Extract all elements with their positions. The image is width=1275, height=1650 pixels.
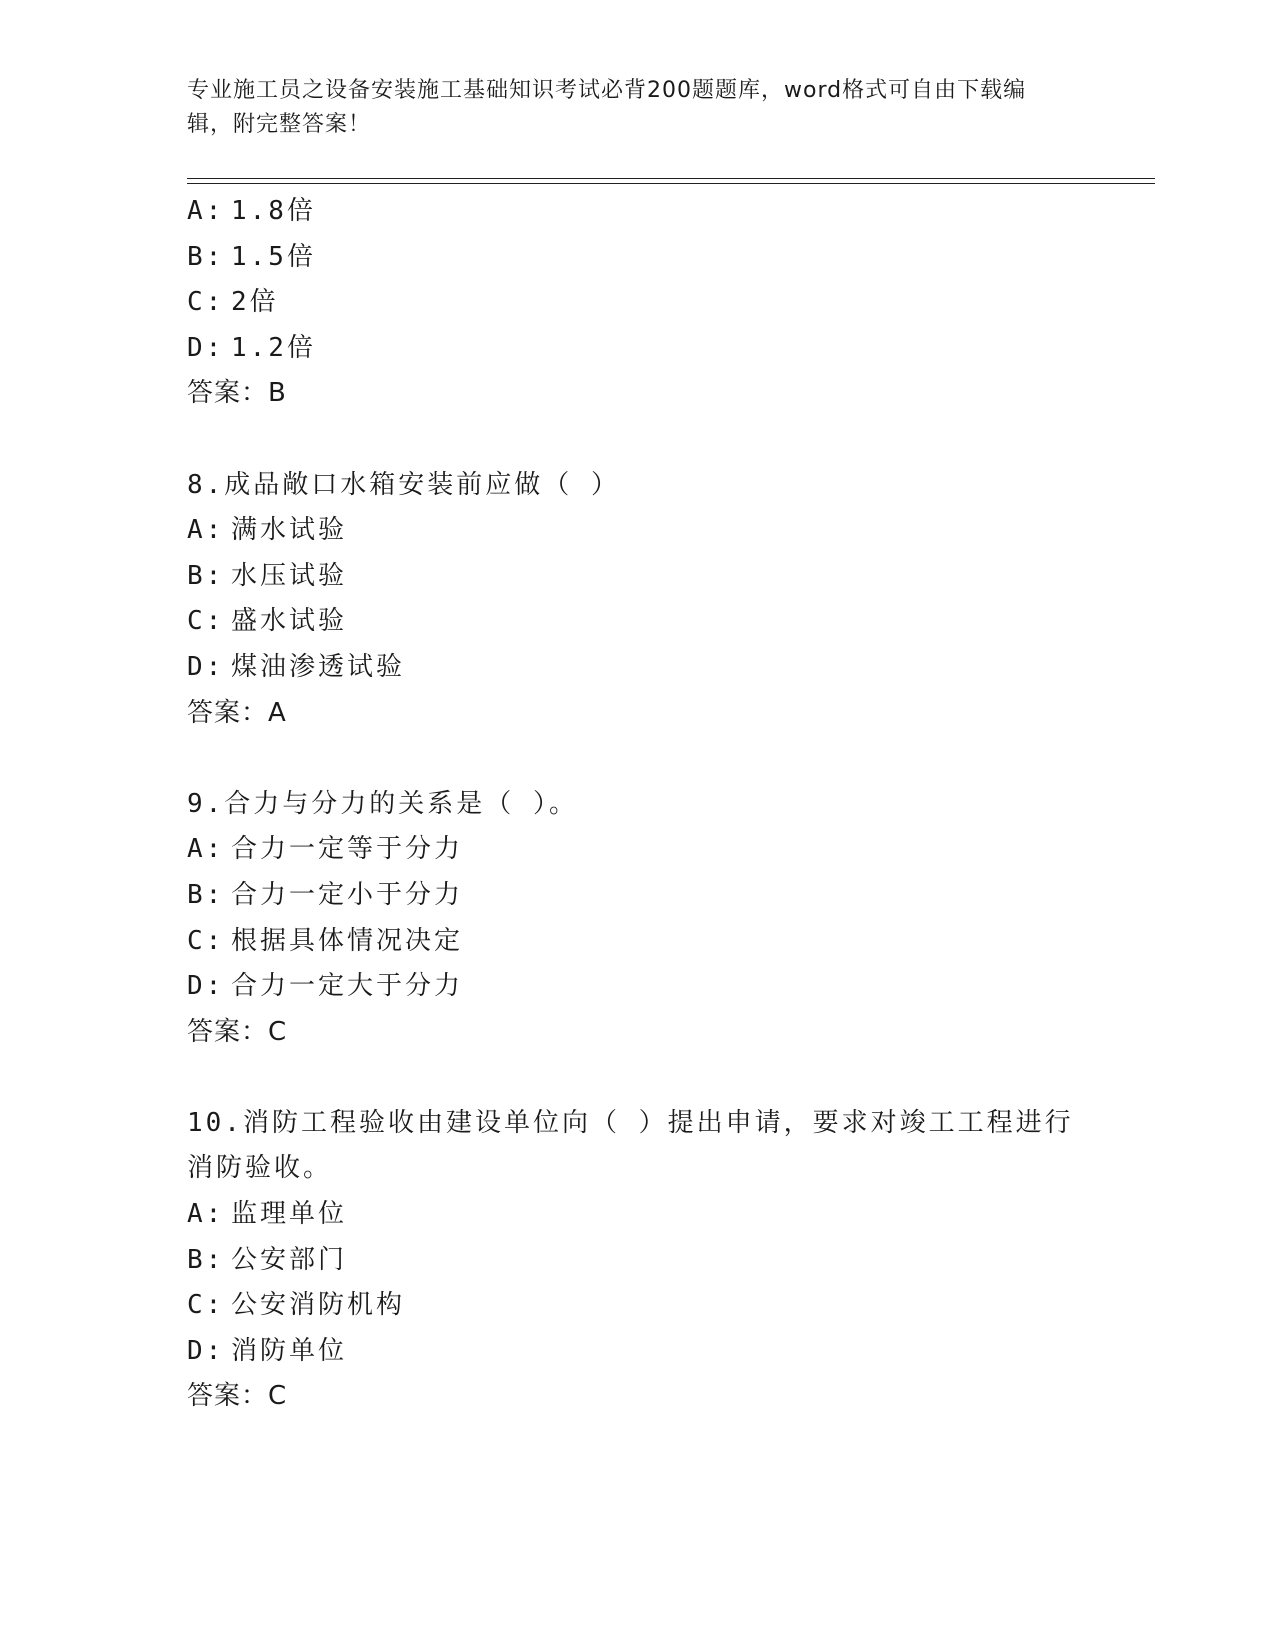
question-text: 10.消防工程验收由建设单位向（ ）提出申请，要求对竣工工程进行消防验收。 [187, 1107, 1074, 1184]
option-text: 水压试验 [231, 560, 348, 591]
option-a [187, 827, 1087, 873]
option-c [187, 280, 1087, 326]
option-text: 盛水试验 [231, 606, 348, 637]
spacer [187, 736, 1087, 782]
option-d [187, 1329, 1087, 1375]
option-a [187, 508, 1087, 554]
option-text: 1.8倍 [231, 196, 316, 226]
option-b [187, 554, 1087, 600]
option-b [187, 873, 1087, 919]
option-d [187, 964, 1087, 1010]
answer-line: 答案：C [187, 1016, 288, 1047]
header-divider-bottom [187, 183, 1155, 184]
option-label: C: [187, 925, 225, 956]
option-text: 监理单位 [231, 1199, 348, 1230]
option-text: 合力一定等于分力 [231, 834, 464, 865]
option-d [187, 645, 1087, 691]
option-label: B: [187, 1244, 225, 1275]
answer-line: 答案：C [187, 1381, 288, 1412]
option-label: C: [187, 1290, 225, 1321]
question-text: 8.成品敞口水箱安装前应做（ ） [187, 469, 620, 500]
option-text: 合力一定小于分力 [231, 879, 464, 910]
spacer [187, 1055, 1087, 1101]
option-a [187, 1192, 1087, 1238]
option-text: 1.5倍 [231, 241, 316, 272]
option-label: A: [187, 1199, 225, 1230]
question-9 [187, 782, 1087, 1056]
answer-line: 答案：A [187, 697, 287, 728]
option-label: A: [187, 515, 225, 546]
option-b [187, 1238, 1087, 1284]
option-text: 公安部门 [231, 1244, 348, 1275]
option-label: B: [187, 241, 225, 272]
document-title: 专业施工员之设备安装施工基础知识考试必背200题题库，word格式可自由下载编辑，附完整答案！ [187, 78, 1027, 137]
option-text: 合力一定大于分力 [231, 971, 464, 1002]
option-label: D: [187, 332, 225, 363]
spacer [187, 417, 1087, 463]
option-c [187, 599, 1087, 645]
answer-line: 答案：B [187, 378, 287, 409]
option-label: D: [187, 651, 225, 682]
question-list [187, 189, 1087, 1420]
partial-question [187, 189, 1087, 417]
option-label: D: [187, 1335, 225, 1366]
option-c [187, 919, 1087, 965]
option-text: 1.2倍 [231, 332, 316, 363]
option-label: D: [187, 971, 225, 1002]
option-label: C: [187, 287, 225, 318]
question-text: 9.合力与分力的关系是（ ）。 [187, 788, 578, 819]
option-text: 公安消防机构 [231, 1290, 406, 1321]
option-text: 煤油渗透试验 [231, 651, 406, 682]
option-b [187, 235, 1087, 281]
header-divider-top [187, 178, 1155, 179]
option-text: 消防单位 [231, 1335, 348, 1366]
option-label: B: [187, 879, 225, 910]
option-d [187, 326, 1087, 372]
option-a [187, 189, 1087, 235]
option-label: A: [187, 834, 225, 865]
option-text: 根据具体情况决定 [231, 925, 464, 956]
option-text: 满水试验 [231, 515, 348, 546]
question-8 [187, 463, 1087, 737]
question-10 [187, 1101, 1087, 1420]
option-label: A: [187, 196, 225, 226]
option-label: B: [187, 560, 225, 591]
option-text: 2倍 [231, 287, 279, 318]
option-label: C: [187, 606, 225, 637]
option-c [187, 1283, 1087, 1329]
